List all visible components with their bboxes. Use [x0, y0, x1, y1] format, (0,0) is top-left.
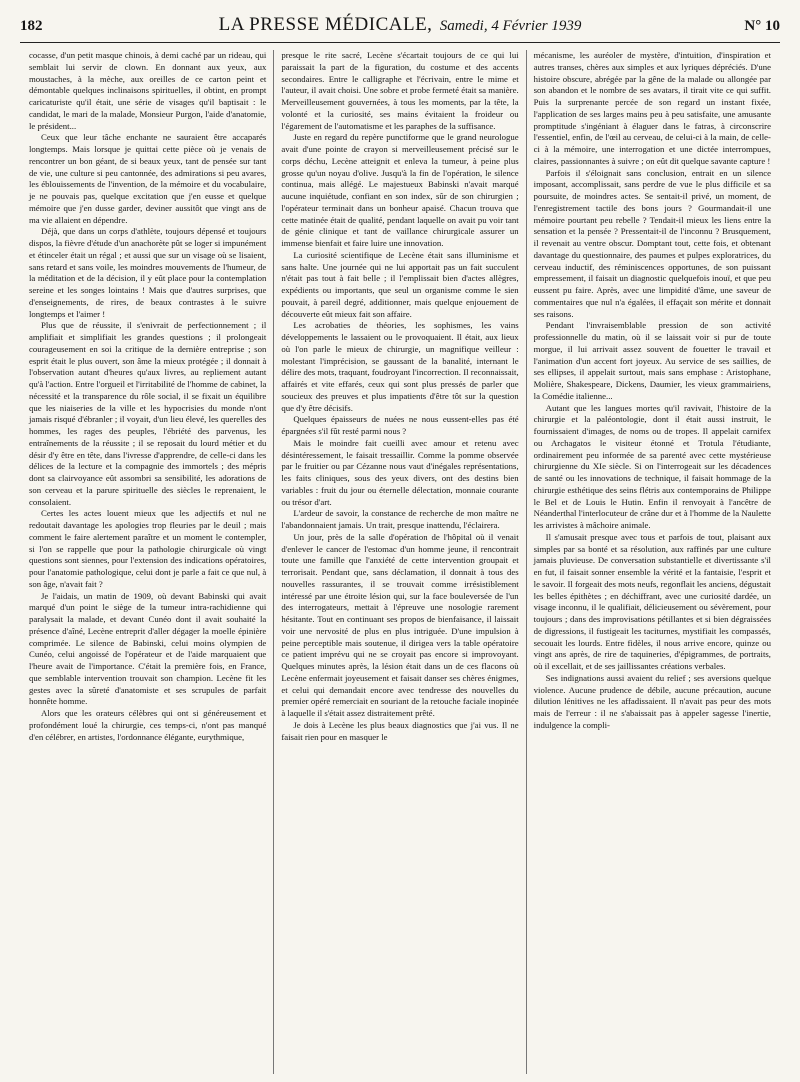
page-header — [20, 14, 780, 44]
paragraph: Déjà, que dans un corps d'athlète, toujours dépensé et toujours dispos, la fièvre d'étude d'un anachorète pût se loger si impunément et étinceler était un régal ; et aussi que sur un visage où se lisaient, sans retard et sans voile, les moindres mouvements de l'humeur, de la méditation et de la décision, il y eût place pour la contemplation sereine et les songes lointains ! Mais que d'autres surprises, que d'enseignements, de rires, de beaux contrastes à le suivre longtemps et l'aimer ! — [29, 226, 267, 319]
paragraph: Mais le moindre fait cueilli avec amour et retenu avec désintéressement, le faisait tressaillir. Comme la pomme observée par le fruitier ou par Cézanne nous vaut d'inégales représentations, les faits cliniques, sous des yeux divers, ont des destins bien variables : fruit du jour ou éternelle délectation, monnaie courante ou trésor d'art. — [281, 437, 519, 507]
paragraph: Je dois à Lecène les plus beaux diagnostics que j'ai vus. Il ne faisait rien pour en masquer le — [281, 719, 519, 742]
text-column-1 — [22, 50, 273, 1074]
paragraph: presque le rite sacré, Lecène s'écartait toujours de ce qui lui paraissait la part de la figuration, du costume et des accents secondaires. Entre le calligraphe et l'écrivain, entre le mime et l'auteur, il avait choisi. Une sobre et probe fermeté était sa manière. Merveilleusement gouvernées, à tous les moments, par la tête, la volonté et la curiosité, ses mains évitaient la froideur ou l'égarement de l'automatisme et les paraphes de la suffisance. — [281, 50, 519, 131]
paragraph: Ses indignations aussi avaient du relief ; ses aversions quelque violence. Aucune prudence de débile, aucune précaution, aucune dilution lénitives ne les affadissaient. Il n'avait pas peur des mots mais de l'erreur : il ne s'abaissait pas à appeler sagesse l'inertie, indulgence la compli- — [533, 672, 771, 730]
journal-masthead — [110, 14, 690, 36]
paragraph: Ceux que leur tâche enchante ne sauraient être accaparés longtemps. Mais lorsque je quittai cette pièce où je venais de rencontrer un bon géant, de si beaux yeux, tant de pensée sur tant de vie, une culture si peu cantonnée, des admirations si peu avares, les éblouissements de l'invention, de la mémoire et du vocabulaire, je ne pouvais pas, quelque excitation que j'en eusse et quelque mémoire que j'en dusse garder, deviner aussitôt que vingt ans de ma vie allaient en dépendre. — [29, 132, 267, 225]
paragraph: Parfois il s'éloignait sans conclusion, entrait en un silence imposant, accomplissait, sans perdre de vue le plus difficile et sa poursuite, de moindres actes. Se sentait-il privé, un moment, de l'enregistrement tactile des bons jours ? Gourmandait-il une mémoire pourtant peu rebelle ? Tendait-il mieux les liens entre la sensation et la pensée ? Pressentait-il de l'inconnu ? Brusquement, il revenait au ventre obscur. Domptant tout, cette fois, et obtenant davantage du questionnaire, des paumes et pulpes exploratrices, du cerveau inductif, des réminiscences opportunes, de son puissant empressement, il faisait un diagnostic quelquefois inouï, et que peu eussent pu faire. Après, avec une limpidité d'âme, une saveur de commentaires que nul n'a égalées, il effaçait son mérite et donnait ses raisons. — [533, 167, 771, 319]
paragraph: Quelques épaisseurs de nuées ne nous eussent-elles pas été épargnées s'il fût resté parmi nous ? — [281, 414, 519, 436]
text-column-3 — [526, 50, 778, 1074]
text-column-2 — [273, 50, 525, 1074]
paragraph: mécanisme, les auréoler de mystère, d'intuition, d'inspiration et autres transes, chères aux simples et aux lyriques dépréciés. D'une histoire obscure, abrégée par la gêne de la malade ou allongée par son abandon et le nombre de ses avatars, il tirait vite ce qui suffit. Puis la surprenante percée de son regard un instant fixée, l'application de ses larges mains peu à peu satisfaite, une amusante promptitude s'ingéniant à élaguer dans le fatras, à circonscrire l'essentiel, enfin, de l'œil au cerveau, de celui-ci à la main, de celle-ci à la mémoire, une interrogation et une dictée interrompues, claires, passionnantes à suivre ; on eût dit quelque savante capture ! — [533, 50, 771, 166]
header-rule — [20, 42, 780, 43]
page-number: 182 — [20, 18, 43, 34]
paragraph: Les acrobaties de théories, les sophismes, les vains développements le lassaient ou le provoquaient. Il était, aux lieux où l'on parle le mieux de chirurgie, un magnifique veilleur : molestant l'imprécision, se gaussant de la banalité, internant le délire des mots, traquant, foudroyant l'incorrection. Il reconnaissait, affairés et vite effarés, ceux qui sont plus pressés de parler que soucieux des preuves et plus impatients d'être tôt sur la question que d'y être décisifs. — [281, 320, 519, 413]
paragraph: cocasse, d'un petit masque chinois, à demi caché par un rideau, qui semblait lui servir de clown. En donnant aux yeux, aux moustaches, à la mèche, aux oreilles de ce carton peint et démontable quelques inclinaisons spirituelles, il obtint, en prompt caricaturiste qu'il était, une série de visages qu'il baptisait : le candidat, le mari de la malade, Monsieur Purgon, l'aide d'anatomie, le président... — [29, 50, 267, 131]
paragraph: Il s'amusait presque avec tous et parfois de tout, plaisant aux simples par sa bonté et sa résolution, aux raffinés par une culture jamais pluvieuse. De conversation substantielle et divertissante s'il en fut, il faisait sonner ensemble la vérité et la fantaisie, l'esprit et le savoir. Il forgeait des mots neufs, regonflait les anciens, dégustait les belles épithètes ; en déchiffrant, avec une curiosité dardée, un visage inconnu, il le qualifiait, délicieusement ou sévèrement, pour toujours ; dans des improvisations pétillantes et si bien dégraissées de digressions, il fustigeait les taciturnes, mystifiait les compassés, secouait les lourds. Entre fidèles, il nous arrive encore, quinze ou vingt ans après, de rire de taquineries, d'épigrammes, de portraits, où il excellait, et de ses jaillissantes créations verbales. — [533, 531, 771, 671]
paragraph: L'ardeur de savoir, la constance de recherche de mon maître ne l'abandonnaient jamais. Un trait, presque inattendu, l'éclairera. — [281, 508, 519, 530]
paragraph: Plus que de réussite, il s'enivrait de perfectionnement ; il amplifiait et simplifiait les grandes questions ; il prolongeait courageusement en soi la critique de la dernière entreprise ; son esprit était le plus ouvert, son âme la mieux protégée ; il donnait à l'observation autant d'heures qu'aux livres, au repliement autant qu'à l'action. Entre l'orgueil et l'irritabilité de l'homme de cabinet, la nécessité et la transparence du rôle social, il se fixait un équilibre que les niaiseries de la ville et les hypocrisies du monde n'ont jamais risqué d'ébranler ; il voyait, d'un lieu élevé, les querelles des hommes, les rages des peuples, l'ébriété des parvenus, les entraînements de la réussite ; il se reposait du lourd métier et du désir d'y être en tête, dans l'ivresse d'apprendre, de celle-ci dans les délices de la lecture et la compagnie des immortels ; des mépris dont sa clairvoyance eût assombri sa sensibilité, les adorations de son cerveau et la parure spirituelle des siècles le reprenaient, le consolaient. — [29, 320, 267, 507]
issue-date: Samedi, 4 Février 1939 — [439, 18, 582, 34]
paragraph: Je l'aidais, un matin de 1909, où devant Babinski qui avait marqué d'un point le siège de la tumeur intra-rachidienne qui paralysait la malade, et devant Cunéo dont il avait souhaité la présence d'aîné, Lecène entreprit d'aller dégager la moelle épinière comprimée. Le silence de Babinski, celui moins olympien de Cunéo, celui angoissé de l'opérateur et de l'aide marquaient que l'heure avait de l'importance. C'était la première fois, en France, que semblable intervention trouvait son champion. Lecène fit les gestes avec la sûreté d'anatomiste et ses scrupules de parfait honnête homme. — [29, 590, 267, 707]
paragraph: Pendant l'invraisemblable pression de son activité professionnelle du matin, où il se laissait voir si pur de toute morgue, il lui arrivait assez souvent de fouetter le travail et l'animation d'un accent fort joyeux. Au service de ses saillies, de ses ellipses, il appelait surtout, mais sans emphase : Aristophane, Molière, Shakespeare, Dickens, Daumier, les vieux grammairiens, la Comédie italienne... — [533, 320, 771, 401]
paragraph: La curiosité scientifique de Lecène était sans illuminisme et sans halte. Une journée qui ne lui apportait pas un fait succulent n'était pas tout à fait belle ; il l'emplissait bien d'actes allègres, expédients ou importants, que seul un organisme comme le sien pouvait, à pareil degré, additionner, mais quelque enjouement de découverte eût mieux fait son affaire. — [281, 249, 519, 319]
text-columns — [22, 50, 778, 1074]
paragraph: Un jour, près de la salle d'opération de l'hôpital où il venait d'enlever le cancer de l'estomac d'un homme jeune, il rencontrait toute une famille que l'anxiété de cette intervention groupait et terrorisait. Pendant que, sans déclamation, il donnait à tous des nouvelles rassurantes, il se trouvait comme irrésistiblement intéressé par une étroite lésion qui, sur la face bouleversée de l'un des interrogateurs, mettait à l'épreuve une nosologie rarement hésitante. Tout en continuant ses propos de bienfaisance, il laissait voir une nervosité de plus en plus intriguée. D'une impulsion à peine perceptible mais soutenue, il dirigea vers la table opératoire ce patient imprévu qui ne se croyait pas encore si improvoyant. Quelques minutes après, la lésion était dans un de ces flacons où Lecène enfermait joyeusement et faisait danser ses chères énigmes, et celui qui demandait encore avec tendresse des nouvelles du premier opéré remerciait en souriant de la retouche faciale inopinée à laquelle il s'était assez distraitement prêté. — [281, 531, 519, 718]
paragraph: Certes les actes louent mieux que les adjectifs et nul ne redoutait davantage les apologies trop fleuries par le deuil ; mais comment le faire alertement paraître et un moment le contempler, si l'on se rappelle que pour la pathologie chirurgicale où vingt questions sont siennes, pour l'extension des indications opératoires, pour l'anatomie pathologique, celui dont je parle a fait ce que nul, à son âge, n'avait fait ? — [29, 508, 267, 589]
issue-number: N° 10 — [744, 18, 780, 34]
journal-title: LA PRESSE MÉDICALE, — [218, 14, 433, 35]
paragraph: Alors que les orateurs célèbres qui ont si généreusement et profondément loué la chirurgie, ces temps-ci, n'ont pas manqué d'en célébrer, en artistes, l'ordonnance élégante, eurythmique, — [29, 708, 267, 742]
paragraph: Juste en regard du repère punctiforme que le grand neurologue avait d'une pointe de crayon si merveilleusement précisé sur le corps déchu, Lecène atteignit et enleva la tumeur, à peine plus grosse qu'un noyau d'olive. Jusqu'à la fin de l'opération, le silence continua, mais allégé. Le majestueux Babinski n'avait marqué aucune inquiétude, confiant en son index, sûr de son chirurgien ; l'opérateur terminait dans un bonheur apaisé. Chacun trouva que cette matinée était de qualité, pendant laquelle on avait pu voir tant de génie clinique et tant de vaillance chirurgicale assurer un immense bienfait et faire luire une innovation. — [281, 132, 519, 248]
paragraph: Autant que les langues mortes qu'il ravivait, l'histoire de la chirurgie et la paléontologie, dont il était aussi instruit, le fournissaient d'images, de noms ou de tropes. Il appelait carnifex ou Archagatos le visiteur étonné et Trotula l'étudiante, ordinairement peu informée de sa parenté avec cette mystérieuse chirurgienne du XIe siècle. Si on l'interrogeait sur les décadences de santé ou les innovations de technique, il faisait hommage de la chirurgie esthétique des seins flétris aux contemporains de Philippe le Bel et de Louis le Hutin. Enfin il renvoyait à l'ancêtre de Néanderthal l'interlocuteur de crâne dur et à l'homme de la Naulette les arrivistes à mâchoire animale. — [533, 402, 771, 530]
